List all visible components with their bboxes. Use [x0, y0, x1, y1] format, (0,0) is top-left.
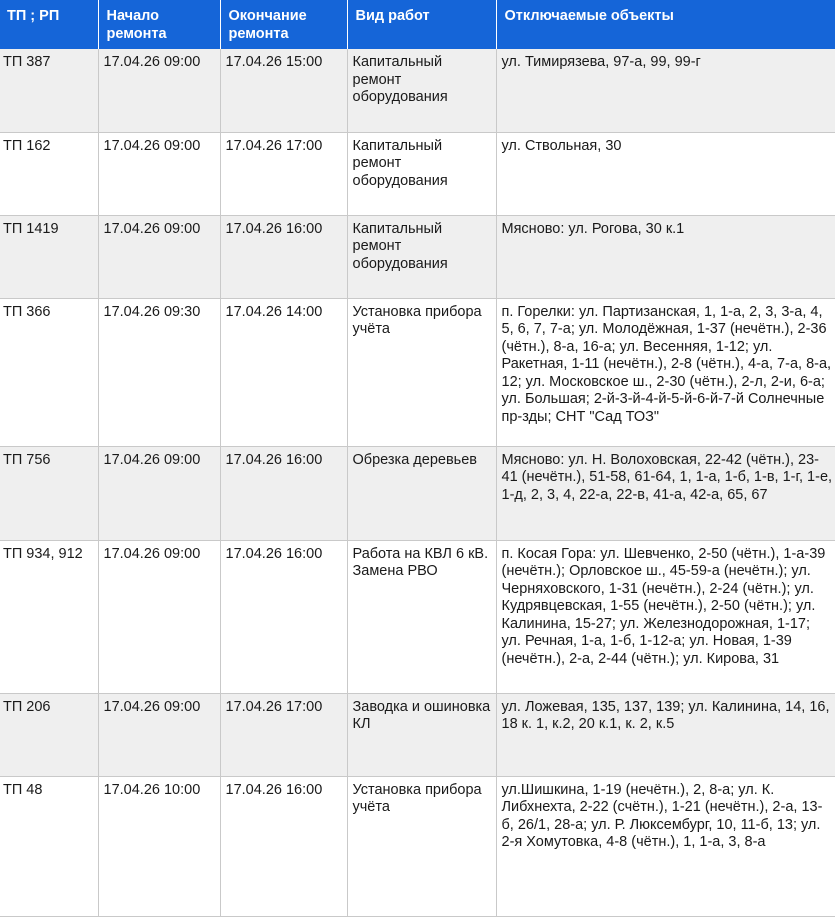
- header-row: [0, 0, 835, 49]
- cell-work: Установка прибора учёта: [347, 298, 496, 446]
- cell-tp: ТП 206: [0, 693, 98, 776]
- cell-work: Установка прибора учёта: [347, 776, 496, 916]
- cell-work: Капитальный ремонт оборудования: [347, 49, 496, 132]
- cell-end: 17.04.26 16:00: [220, 776, 347, 916]
- cell-tp: ТП 934, 912: [0, 540, 98, 693]
- cell-tp: ТП 48: [0, 776, 98, 916]
- cell-tp: ТП 387: [0, 49, 98, 132]
- cell-end: 17.04.26 16:00: [220, 446, 347, 540]
- cell-start: 17.04.26 09:00: [98, 540, 220, 693]
- cell-objects: ул. Ложевая, 135, 137, 139; ул. Калинина, 14, 16, 18 к. 1, к.2, 20 к.1, к. 2, к.5: [496, 693, 835, 776]
- cell-work: Работа на КВЛ 6 кВ. Замена РВО: [347, 540, 496, 693]
- cell-objects: Мясново: ул. Н. Волоховская, 22-42 (чётн.), 23-41 (нечётн.), 51-58, 61-64, 1, 1-а, 1-б, 1-в, 1-г, 1-е, 1-д, 2, 3, 4, 22-а, 22-в, 41-а, 42-а, 65, 67: [496, 446, 835, 540]
- cell-start: 17.04.26 09:00: [98, 215, 220, 298]
- cell-start: 17.04.26 09:00: [98, 132, 220, 215]
- header-start: Начало ремонта: [98, 0, 220, 49]
- cell-tp: ТП 756: [0, 446, 98, 540]
- cell-work: Капитальный ремонт оборудования: [347, 215, 496, 298]
- cell-work: Капитальный ремонт оборудования: [347, 132, 496, 215]
- cell-start: 17.04.26 09:00: [98, 49, 220, 132]
- table-row: [0, 540, 835, 693]
- cell-start: 17.04.26 09:00: [98, 693, 220, 776]
- cell-tp: ТП 162: [0, 132, 98, 215]
- cell-objects: ул. Тимирязева, 97-а, 99, 99-г: [496, 49, 835, 132]
- table-header: [0, 0, 835, 49]
- table-row: [0, 298, 835, 446]
- cell-objects: ул. Ствольная, 30: [496, 132, 835, 215]
- cell-objects: ул.Шишкина, 1-19 (нечётн.), 2, 8-а; ул. К. Либхнехта, 2-22 (счётн.), 1-21 (нечётн.), 2-а, 13-б, 26/1, 28-а; ул. Р. Люксембург, 10, 11-б, 13; ул. 2-я Хомутовка, 4-8 (чётн.), 1, 1-а, 3, 8-а: [496, 776, 835, 916]
- cell-end: 17.04.26 17:00: [220, 693, 347, 776]
- cell-work: Заводка и ошиновка КЛ: [347, 693, 496, 776]
- table-row: [0, 776, 835, 916]
- cell-end: 17.04.26 14:00: [220, 298, 347, 446]
- cell-tp: ТП 1419: [0, 215, 98, 298]
- header-work: Вид работ: [347, 0, 496, 49]
- cell-objects: п. Косая Гора: ул. Шевченко, 2-50 (чётн.), 1-а-39 (нечётн.); Орловское ш., 45-59-а (нечётн.); ул. Черняховского, 1-31 (нечётн.), 2-24 (чётн.); ул. Кудрявцевская, 1-55 (нечётн.), 2-50 (чётн.); ул. Калинина, 15-27; ул. Железнодорожная, 1-17; ул. Речная, 1-а, 1-б, 1-12-а; ул. Новая, 1-39 (нечётн.), 2-а, 2-44 (чётн.); ул. Кирова, 31: [496, 540, 835, 693]
- header-end: Окончание ремонта: [220, 0, 347, 49]
- cell-end: 17.04.26 16:00: [220, 540, 347, 693]
- cell-objects: Мясново: ул. Рогова, 30 к.1: [496, 215, 835, 298]
- table-row: [0, 446, 835, 540]
- cell-end: 17.04.26 15:00: [220, 49, 347, 132]
- cell-start: 17.04.26 09:30: [98, 298, 220, 446]
- cell-work: Обрезка деревьев: [347, 446, 496, 540]
- cell-start: 17.04.26 09:00: [98, 446, 220, 540]
- table-row: [0, 132, 835, 215]
- cell-start: 17.04.26 10:00: [98, 776, 220, 916]
- cell-end: 17.04.26 16:00: [220, 215, 347, 298]
- header-tp: ТП ; РП: [0, 0, 98, 49]
- table-body: [0, 49, 835, 916]
- cell-end: 17.04.26 17:00: [220, 132, 347, 215]
- table-row: [0, 49, 835, 132]
- table-row: [0, 693, 835, 776]
- cell-tp: ТП 366: [0, 298, 98, 446]
- header-objects: Отключаемые объекты: [496, 0, 835, 49]
- table-row: [0, 215, 835, 298]
- cell-objects: п. Горелки: ул. Партизанская, 1, 1-а, 2, 3, 3-а, 4, 5, 6, 7, 7-а; ул. Молодёжная, 1-37 (нечётн.), 2-36 (чётн.), 8-а, 16-а; ул. Весенняя, 1-12; ул. Ракетная, 1-11 (нечётн.), 2-8 (чётн.), 4-а, 7-а, 8-а, 12; ул. Московское ш., 2-30 (чётн.), 2-л, 2-и, 6-а; ул. Большая; 2-й-3-й-4-й-5-й-6-й-7-й Солнечные пр-зды; СНТ "Сад ТОЗ": [496, 298, 835, 446]
